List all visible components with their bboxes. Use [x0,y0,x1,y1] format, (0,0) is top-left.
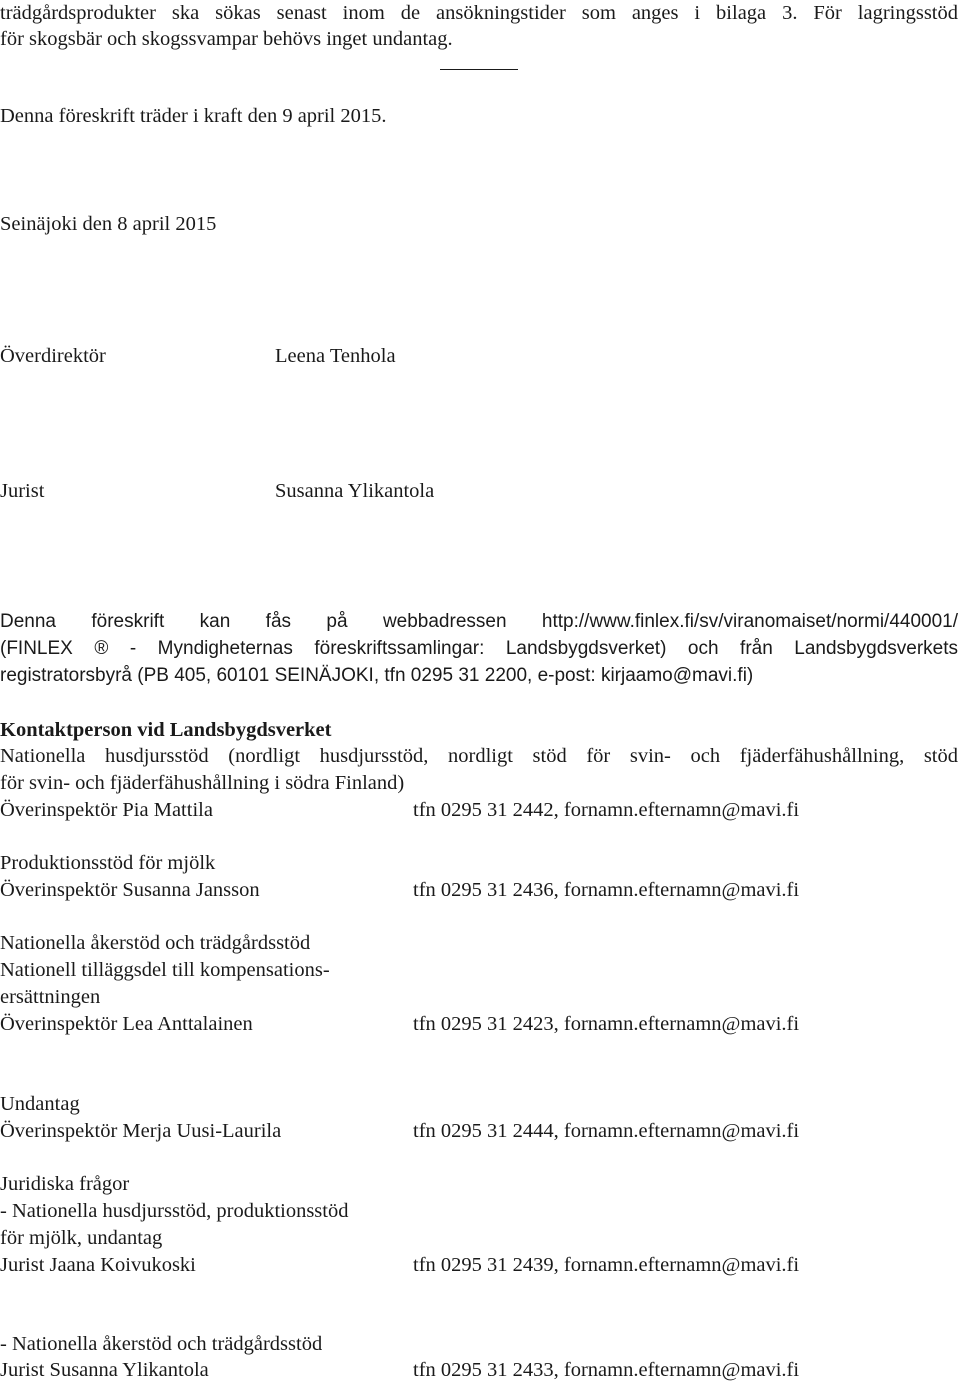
signature-name-2: Susanna Ylikantola [275,480,435,502]
group5-topic-line-3: för mjölk, undantag [0,1227,163,1249]
intro-line-2: för skogsbär och skogssvampar behövs inget undantag. [0,28,453,50]
separator-line [440,69,518,70]
group6-person: Jurist Susanna Ylikantola [0,1359,209,1381]
group5-person: Jurist Jaana Koivukoski [0,1254,196,1276]
group3-topic-line-3: ersättningen [0,986,101,1008]
contacts-heading: Kontaktperson vid Landsbygdsverket [0,719,332,741]
group2-topic-line-1: Produktionsstöd för mjölk [0,852,216,874]
group1-topic-line-2: för svin- och fjäderfähushållning i södra Finland) [0,772,405,794]
signature-title-2: Jurist [0,480,45,502]
group3-person: Överinspektör Lea Anttalainen [0,1013,253,1035]
group6-topic-line-1: - Nationella åkerstöd och trädgårdsstöd [0,1333,323,1355]
group5-topic-line-2: - Nationella husdjursstöd, produktionsstöd [0,1200,349,1222]
group5-contact: tfn 0295 31 2439, fornamn.efternamn@mavi.fi [413,1254,800,1276]
signature-name-1: Leena Tenhola [275,345,396,367]
group2-person: Överinspektör Susanna Jansson [0,879,260,901]
effective-date: Denna föreskrift träder i kraft den 9 april 2015. [0,105,387,127]
group5-topic-line-1: Juridiska frågor [0,1173,130,1195]
signature-title-1: Överdirektör [0,345,106,367]
group4-person: Överinspektör Merja Uusi-Laurila [0,1120,282,1142]
group3-contact: tfn 0295 31 2423, fornamn.efternamn@mavi.fi [413,1013,800,1035]
group1-contact: tfn 0295 31 2442, fornamn.efternamn@mavi.fi [413,799,800,821]
place-date: Seinäjoki den 8 april 2015 [0,213,217,235]
group3-topic-line-2: Nationell tilläggsdel till kompensations- [0,959,330,981]
availability-line-1: Denna föreskrift kan fås på webbadressen http://www.finlex.fi/sv/viranomaiset/normi/440001/ [0,611,958,632]
group2-contact: tfn 0295 31 2436, fornamn.efternamn@mavi.fi [413,879,800,901]
group4-topic-line-1: Undantag [0,1093,80,1115]
group1-topic-line-1: Nationella husdjursstöd (nordligt husdjursstöd, nordligt stöd för svin- och fjäderfähushållning, stöd [0,745,958,767]
availability-line-2: (FINLEX ® - Myndigheternas föreskriftssamlingar: Landsbygdsverket) och från Landsbygdsverkets [0,638,958,659]
group3-topic-line-1: Nationella åkerstöd och trädgårdsstöd [0,932,311,954]
group4-contact: tfn 0295 31 2444, fornamn.efternamn@mavi.fi [413,1120,800,1142]
intro-line-1: trädgårdsprodukter ska sökas senast inom de ansökningstider som anges i bilaga 3. För lagringsstöd [0,2,958,24]
availability-line-3: registratorsbyrå (PB 405, 60101 SEINÄJOKI, tfn 0295 31 2200, e-post: kirjaamo@mavi.fi) [0,665,754,686]
group6-contact: tfn 0295 31 2433, fornamn.efternamn@mavi.fi [413,1359,800,1381]
group1-person: Överinspektör Pia Mattila [0,799,213,821]
